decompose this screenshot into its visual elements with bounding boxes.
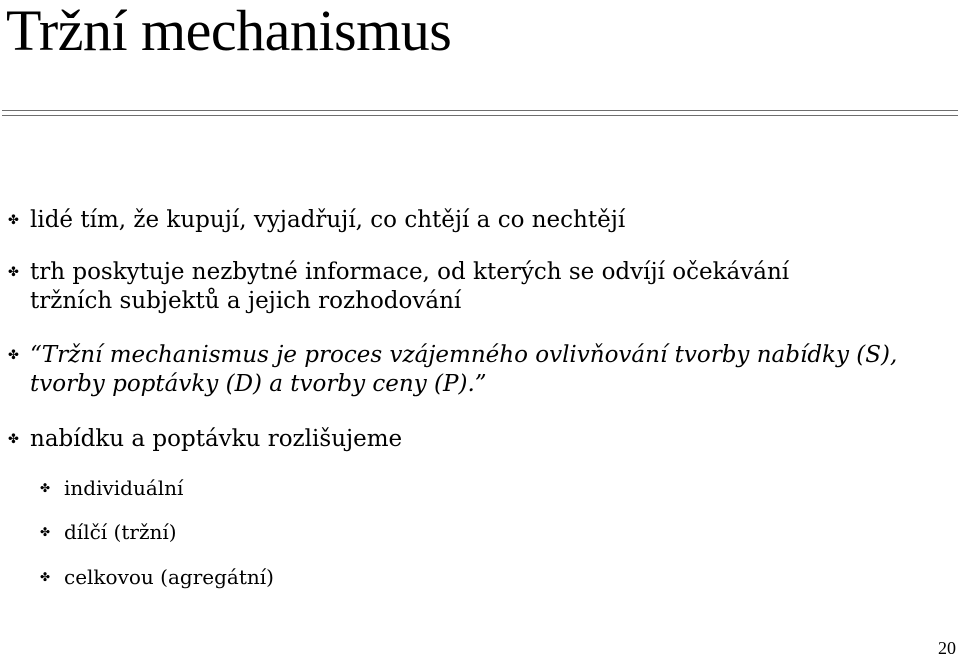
bullet-item [0,425,402,454]
sub-bullet-item [0,565,274,589]
sub-bullet-text: individuální [64,476,184,500]
bullet-text-line: “Tržní mechanismus je proces vzájemného ovlivňování tvorby nabídky (S), [30,342,898,368]
bullet-item [0,206,625,235]
bullet-marker-icon: ✤ [8,348,19,363]
bullet-item-quote [0,341,897,399]
sub-bullet-text: dílčí (tržní) [64,520,177,544]
sub-bullet-item [0,520,177,544]
sub-bullet-text: celkovou (agregátní) [64,565,274,589]
bullet-marker-icon: ✤ [8,213,19,228]
bullet-text-line: tržních subjektů a jejich rozhodování [30,288,462,314]
bullet-text-line: nabídku a poptávku rozlišujeme [30,426,403,452]
title-divider-top [2,110,958,111]
bullet-marker-icon: ✤ [40,525,51,539]
bullet-text-line: tvorby poptávky (D) a tvorby ceny (P).” [30,371,487,397]
sub-bullet-item [0,476,183,500]
bullet-marker-icon: ✤ [40,570,51,584]
bullet-item [0,258,789,316]
bullet-marker-icon: ✤ [8,432,19,447]
bullet-text-line: trh poskytuje nezbytné informace, od kterých se odvíjí očekávání [30,259,790,285]
bullet-marker-icon: ✤ [8,265,19,280]
bullet-text-line: lidé tím, že kupují, vyjadřují, co chtějí a co nechtějí [30,207,626,233]
bullet-marker-icon: ✤ [40,481,51,495]
slide-title: Tržní mechanismus [6,0,452,63]
title-divider-bottom [2,115,958,116]
page-number: 20 [938,638,956,658]
